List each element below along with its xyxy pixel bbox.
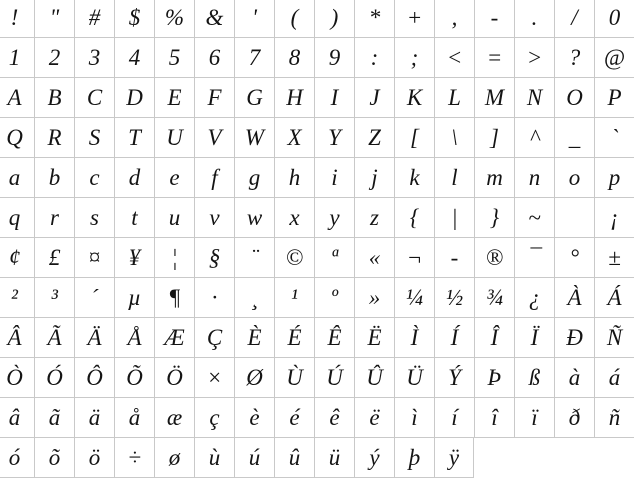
glyph-cell[interactable]: â (0, 398, 34, 438)
glyph-cell[interactable]: = (474, 38, 514, 78)
glyph-cell[interactable]: ¨ (234, 238, 274, 278)
glyph-cell[interactable]: É (274, 318, 314, 358)
glyph-row (0, 438, 634, 478)
glyph-cell[interactable]: ¡ (594, 198, 634, 238)
glyph-cell[interactable]: ð (554, 398, 594, 438)
glyph-cell[interactable]: Ã (34, 318, 74, 358)
glyph-cell[interactable]: ® (474, 238, 514, 278)
glyph-cell[interactable]: + (394, 0, 434, 38)
glyph-cell[interactable]: b (34, 158, 74, 198)
glyph-cell[interactable]: ï (514, 398, 554, 438)
glyph-cell[interactable]: e (154, 158, 194, 198)
glyph-cell[interactable]: Õ (114, 358, 154, 398)
glyph-cell[interactable]: o (554, 158, 594, 198)
glyph-cell[interactable]: # (74, 0, 114, 38)
glyph-cell[interactable]: ¢ (0, 238, 34, 278)
glyph-cell[interactable]: 9 (314, 38, 354, 78)
glyph-cell[interactable]: 4 (114, 38, 154, 78)
glyph-cell[interactable]: Y (314, 118, 354, 158)
glyph-cell[interactable]: ´ (74, 278, 114, 318)
glyph-cell[interactable]: & (194, 0, 234, 38)
glyph-cell[interactable]: a (0, 158, 34, 198)
glyph-cell[interactable]: ê (314, 398, 354, 438)
glyph-cell[interactable]: 2 (34, 38, 74, 78)
glyph-cell[interactable]: 6 (194, 38, 234, 78)
glyph-cell[interactable]: ñ (594, 398, 634, 438)
glyph-cell[interactable]: s (74, 198, 114, 238)
glyph-cell[interactable] (554, 198, 594, 238)
glyph-cell[interactable]: C (74, 78, 114, 118)
glyph-cell[interactable]: Ï (514, 318, 554, 358)
glyph-cell[interactable]: y (314, 198, 354, 238)
glyph-cell[interactable]: Ò (0, 358, 34, 398)
glyph-cell[interactable]: ý (354, 438, 394, 478)
glyph-cell[interactable]: A (0, 78, 34, 118)
glyph-row (0, 38, 634, 78)
glyph-cell[interactable]: ó (0, 438, 34, 478)
glyph-cell[interactable]: ° (554, 238, 594, 278)
glyph-cell[interactable]: 7 (234, 38, 274, 78)
glyph-cell[interactable]: Ü (394, 358, 434, 398)
glyph-cell[interactable]: ~ (514, 198, 554, 238)
glyph-cell[interactable]: 0 (594, 0, 634, 38)
glyph-cell[interactable]: H (274, 78, 314, 118)
glyph-cell[interactable]: W (234, 118, 274, 158)
glyph-cell[interactable]: ã (34, 398, 74, 438)
glyph-cell[interactable]: @ (594, 38, 634, 78)
glyph-cell[interactable]: % (154, 0, 194, 38)
glyph-cell[interactable]: Ì (394, 318, 434, 358)
glyph-cell[interactable]: í (434, 398, 474, 438)
glyph-cell[interactable]: Ð (554, 318, 594, 358)
glyph-cell[interactable]: T (114, 118, 154, 158)
glyph-cell[interactable]: $ (114, 0, 154, 38)
glyph-row (0, 158, 634, 198)
glyph-cell[interactable]: / (554, 0, 594, 38)
glyph-row (0, 78, 634, 118)
glyph-cell[interactable]: « (354, 238, 394, 278)
glyph-cell[interactable]: D (114, 78, 154, 118)
glyph-cell[interactable]: ö (74, 438, 114, 478)
glyph-cell[interactable]: R (34, 118, 74, 158)
glyph-cell[interactable]: Â (0, 318, 34, 358)
glyph-cell[interactable]: ë (354, 398, 394, 438)
glyph-cell[interactable]: è (234, 398, 274, 438)
glyph-cell[interactable]: ¾ (474, 278, 514, 318)
glyph-cell[interactable]: À (554, 278, 594, 318)
glyph-cell[interactable]: z (354, 198, 394, 238)
glyph-cell[interactable]: ± (594, 238, 634, 278)
glyph-cell[interactable]: 5 (154, 38, 194, 78)
glyph-cell[interactable]: ø (154, 438, 194, 478)
glyph-cell[interactable]: à (554, 358, 594, 398)
glyph-cell[interactable]: v (194, 198, 234, 238)
glyph-cell[interactable]: º (314, 278, 354, 318)
glyph-cell[interactable]: Å (114, 318, 154, 358)
glyph-cell[interactable]: N (514, 78, 554, 118)
glyph-cell[interactable]: ú (234, 438, 274, 478)
glyph-cell[interactable]: 1 (0, 38, 34, 78)
glyph-cell[interactable]: é (274, 398, 314, 438)
glyph-cell[interactable]: r (34, 198, 74, 238)
glyph-cell[interactable]: k (394, 158, 434, 198)
glyph-cell[interactable]: ½ (434, 278, 474, 318)
glyph-cell[interactable]: Þ (474, 358, 514, 398)
glyph-row (0, 198, 634, 238)
glyph-cell[interactable]: ¤ (74, 238, 114, 278)
glyph-cell[interactable]: ² (0, 278, 34, 318)
glyph-cell[interactable]: Á (594, 278, 634, 318)
glyph-cell[interactable]: î (474, 398, 514, 438)
glyph-cell[interactable]: © (274, 238, 314, 278)
glyph-cell[interactable]: ] (474, 118, 514, 158)
glyph-cell[interactable]: : (354, 38, 394, 78)
glyph-cell[interactable]: g (234, 158, 274, 198)
glyph-cell[interactable]: 8 (274, 38, 314, 78)
glyph-cell[interactable]: n (514, 158, 554, 198)
glyph-cell[interactable]: ` (594, 118, 634, 158)
glyph-cell[interactable]: ? (554, 38, 594, 78)
glyph-cell[interactable]: » (354, 278, 394, 318)
glyph-cell[interactable]: M (474, 78, 514, 118)
glyph-cell[interactable]: × (194, 358, 234, 398)
glyph-cell[interactable]: Û (354, 358, 394, 398)
glyph-cell[interactable]: ¬ (394, 238, 434, 278)
glyph-cell[interactable]: ¸ (234, 278, 274, 318)
glyph-cell[interactable]: - (434, 238, 474, 278)
glyph-cell[interactable]: - (474, 0, 514, 38)
glyph-cell[interactable]: · (194, 278, 234, 318)
glyph-cell[interactable]: G (234, 78, 274, 118)
glyph-cell[interactable]: p (594, 158, 634, 198)
glyph-cell[interactable]: Ø (234, 358, 274, 398)
glyph-cell[interactable]: ' (234, 0, 274, 38)
glyph-cell[interactable]: m (474, 158, 514, 198)
glyph-cell[interactable]: á (594, 358, 634, 398)
glyph-cell[interactable]: X (274, 118, 314, 158)
glyph-cell[interactable]: ³ (34, 278, 74, 318)
glyph-cell[interactable]: ! (0, 0, 34, 38)
glyph-cell[interactable]: [ (394, 118, 434, 158)
glyph-cell[interactable]: ª (314, 238, 354, 278)
glyph-cell[interactable]: u (154, 198, 194, 238)
glyph-cell[interactable]: Z (354, 118, 394, 158)
glyph-cell[interactable]: § (194, 238, 234, 278)
glyph-cell[interactable]: t (114, 198, 154, 238)
glyph-cell[interactable]: U (154, 118, 194, 158)
glyph-cell[interactable]: ß (514, 358, 554, 398)
glyph-cell[interactable]: f (194, 158, 234, 198)
glyph-cell[interactable]: Î (474, 318, 514, 358)
glyph-cell[interactable]: " (34, 0, 74, 38)
glyph-cell[interactable]: c (74, 158, 114, 198)
glyph-row (0, 398, 634, 438)
glyph-cell[interactable]: Ó (34, 358, 74, 398)
glyph-cell[interactable]: ^ (514, 118, 554, 158)
glyph-cell[interactable]: ü (314, 438, 354, 478)
glyph-cell[interactable]: h (274, 158, 314, 198)
glyph-cell[interactable]: _ (554, 118, 594, 158)
glyph-cell[interactable]: * (354, 0, 394, 38)
glyph-cell[interactable]: < (434, 38, 474, 78)
glyph-cell[interactable]: j (354, 158, 394, 198)
glyph-cell[interactable]: \ (434, 118, 474, 158)
glyph-cell[interactable]: å (114, 398, 154, 438)
glyph-cell[interactable]: ç (194, 398, 234, 438)
glyph-cell[interactable]: ¦ (154, 238, 194, 278)
glyph-cell[interactable]: S (74, 118, 114, 158)
glyph-cell[interactable]: £ (34, 238, 74, 278)
glyph-cell[interactable]: Ù (274, 358, 314, 398)
glyph-cell[interactable]: w (234, 198, 274, 238)
glyph-cell[interactable]: Ä (74, 318, 114, 358)
glyph-cell[interactable]: V (194, 118, 234, 158)
glyph-cell[interactable]: õ (34, 438, 74, 478)
glyph-cell[interactable]: Ú (314, 358, 354, 398)
glyph-cell[interactable]: q (0, 198, 34, 238)
glyph-cell[interactable]: x (274, 198, 314, 238)
glyph-cell[interactable]: . (514, 0, 554, 38)
glyph-cell[interactable]: Ö (154, 358, 194, 398)
glyph-cell[interactable]: æ (154, 398, 194, 438)
glyph-cell[interactable]: È (234, 318, 274, 358)
glyph-cell[interactable]: I (314, 78, 354, 118)
glyph-cell[interactable]: } (474, 198, 514, 238)
glyph-cell[interactable]: Ô (74, 358, 114, 398)
glyph-cell[interactable]: Ñ (594, 318, 634, 358)
glyph-cell[interactable]: ÷ (114, 438, 154, 478)
glyph-cell[interactable]: , (434, 0, 474, 38)
glyph-cell[interactable]: > (514, 38, 554, 78)
glyph-cell[interactable]: { (394, 198, 434, 238)
glyph-cell[interactable]: ¯ (514, 238, 554, 278)
glyph-row (0, 278, 634, 318)
glyph-cell[interactable]: l (434, 158, 474, 198)
glyph-row (0, 118, 634, 158)
glyph-cell[interactable]: B (34, 78, 74, 118)
glyph-cell[interactable]: ) (314, 0, 354, 38)
glyph-row (0, 358, 634, 398)
glyph-cell[interactable]: ¥ (114, 238, 154, 278)
glyph-cell[interactable]: L (434, 78, 474, 118)
glyph-cell[interactable]: þ (394, 438, 434, 478)
glyph-cell[interactable]: O (554, 78, 594, 118)
glyph-cell[interactable]: ä (74, 398, 114, 438)
glyph-cell[interactable]: ( (274, 0, 314, 38)
glyph-cell[interactable]: ÿ (434, 438, 474, 478)
glyph-cell[interactable]: ¿ (514, 278, 554, 318)
glyph-cell[interactable]: F (194, 78, 234, 118)
glyph-cell[interactable]: Ý (434, 358, 474, 398)
glyph-cell[interactable]: K (394, 78, 434, 118)
glyph-cell[interactable]: ¼ (394, 278, 434, 318)
glyph-row (0, 238, 634, 278)
glyph-cell[interactable]: Ç (194, 318, 234, 358)
glyph-row (0, 0, 634, 38)
glyph-cell[interactable]: E (154, 78, 194, 118)
glyph-cell[interactable]: ù (194, 438, 234, 478)
glyph-cell[interactable]: | (434, 198, 474, 238)
glyph-cell[interactable]: û (274, 438, 314, 478)
glyph-cell[interactable]: Í (434, 318, 474, 358)
glyph-cell[interactable]: Ë (354, 318, 394, 358)
glyph-row (0, 318, 634, 358)
glyph-cell[interactable]: Ê (314, 318, 354, 358)
glyph-cell[interactable]: d (114, 158, 154, 198)
glyph-cell[interactable]: ; (394, 38, 434, 78)
glyph-cell[interactable]: ì (394, 398, 434, 438)
glyph-cell[interactable]: i (314, 158, 354, 198)
glyph-cell[interactable]: Q (0, 118, 34, 158)
glyph-cell[interactable]: ¶ (154, 278, 194, 318)
glyph-cell[interactable]: J (354, 78, 394, 118)
glyph-cell[interactable]: µ (114, 278, 154, 318)
glyph-cell[interactable]: Æ (154, 318, 194, 358)
glyph-cell[interactable]: P (594, 78, 634, 118)
glyph-cell[interactable]: ¹ (274, 278, 314, 318)
glyph-cell[interactable]: 3 (74, 38, 114, 78)
